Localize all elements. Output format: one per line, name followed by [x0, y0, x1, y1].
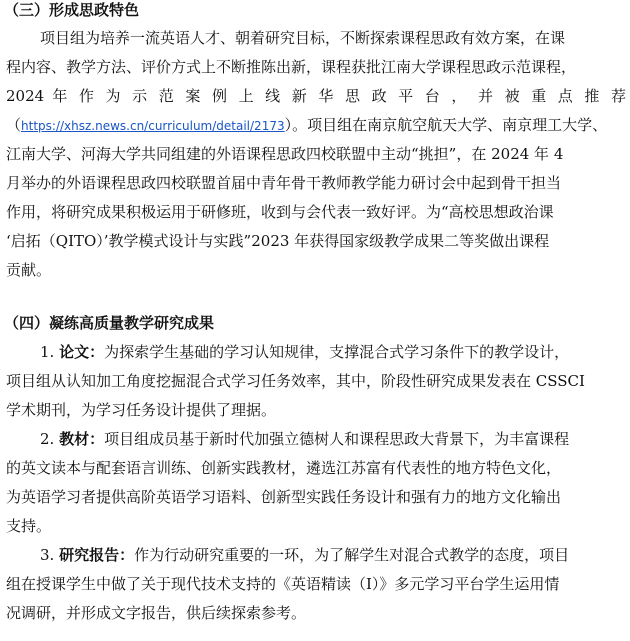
item-colon: ：: [119, 546, 135, 564]
list-item-1-first-line: [40, 342, 626, 362]
paragraph-line: 项目组为培养一流英语人才、朝着研究目标，不断探索课程思政有效方案，在课: [40, 29, 566, 47]
paragraph-line: 作用，将研究成果积极运用于研修班，收到与会代表一致好评。为“高校思想政治课: [6, 203, 554, 221]
list-item-3-first-line: [40, 545, 626, 565]
item-text: 为探索学生基础的学习认知规律，支撑混合式学习条件下的教学设计，: [104, 343, 570, 361]
section-3-heading: （三）形成思政特色: [4, 1, 140, 19]
paragraph-line: 组在授课学生中做了关于现代技术支持的《英语精读（I）》多元学习平台学生运用情: [6, 575, 560, 593]
paragraph-line: 江南大学、河海大学共同组建的外语课程思政四校联盟中主动“挑担”，在 2024 年 4: [6, 145, 564, 163]
paragraph-line: 学术期刊，为学习任务设计提供了理据。: [6, 401, 277, 419]
xinhua-link[interactable]: https://xhsz.news.cn/curriculum/detail/2173: [21, 119, 285, 133]
paragraph-line: 为英语学习者提供高阶英语学习语料、创新型实践任务设计和强有力的地方文化输出: [6, 488, 562, 506]
list-item-2-first-line: [40, 429, 626, 449]
item-colon: ：: [89, 343, 105, 361]
paragraph-line: 贡献。: [6, 261, 52, 279]
item-text: 项目组成员基于新时代加强立德树人和课程思政大背景下，为丰富课程: [104, 430, 570, 448]
section-4-heading: （四）凝练高质量教学研究成果: [4, 314, 215, 332]
paragraph-line: 程内容、教学方法、评价方式上不断推陈出新，课程获批江南大学课程思政示范课程，: [6, 58, 577, 76]
item-label: 教材: [59, 430, 90, 448]
paragraph-line: 月举办的外语课程思政四校联盟首届中青年骨干教师教学能力研讨会中起到骨干担当: [6, 174, 562, 192]
item-number: 3.: [40, 546, 60, 564]
paragraph-line-with-link: [6, 115, 626, 136]
paragraph-line: 2024 年 作 为 示 范 案 例 上 线 新 华 思 政 平 台 ， 并 被 重 点 推 荐: [6, 87, 626, 105]
paragraph-line: ‘启拓（QITO）’教学模式设计与实践”2023 年获得国家级教学成果二等奖做出课程: [6, 232, 550, 250]
paragraph-line: 的英文读本与配套语言训练、创新实践教材，遴选江苏富有代表性的地方特色文化，: [6, 459, 562, 477]
item-number: 2.: [40, 430, 60, 448]
paragraph-line: 项目组从认知加工角度挖掘混合式学习任务效率，其中，阶段性研究成果发表在 CSSCI: [6, 372, 585, 390]
item-label: 论文: [59, 343, 90, 361]
item-number: 1.: [40, 343, 60, 361]
item-label: 研究报告: [59, 546, 120, 564]
item-text: 作为行动研究重要的一环，为了解学生对混合式教学的态度，项目: [134, 546, 570, 564]
item-colon: ：: [89, 430, 105, 448]
paragraph-line: 支持。: [6, 517, 52, 535]
link-open-paren: （: [6, 116, 22, 134]
paragraph-line: 况调研，并形成文字报告，供后续探索参考。: [6, 604, 307, 622]
paragraph-text: ）。项目组在南京航空航天大学、南京理工大学、: [284, 116, 608, 134]
